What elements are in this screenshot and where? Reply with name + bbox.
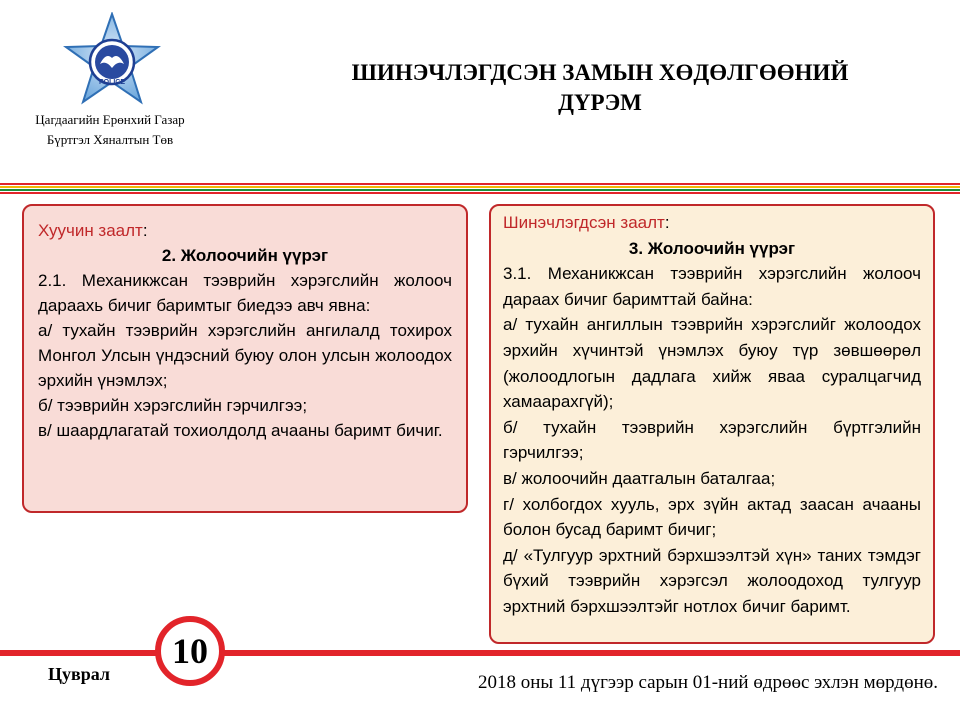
- series-number: 10: [172, 631, 208, 671]
- org-line-2: Бүртгэл Хяналтын Төв: [46, 132, 174, 147]
- new-rule-paragraph: а/ тухайн ангиллын тээврийн хэрэгслийг жолоодох эрхийн хүчинтэй үнэмлэх буюу түр зөвшөөрөл (жолоодлогын дадлага хийж яваа суралцагчид хамаарахгүй);: [503, 315, 921, 412]
- title-line-1: ШИНЭЧЛЭГДСЭН ЗАМЫН ХӨДӨЛГӨӨНИЙ: [351, 60, 849, 85]
- series-label: Цуврал: [48, 664, 110, 684]
- old-rule-paragraph: а/ тухайн тээврийн хэрэгслийн ангилалд тохирох Монгол Улсын үндэсний буюу олон улсын жолоодох эрхийн үнэмлэх;: [38, 321, 452, 390]
- new-rule-paragraph: в/ жолоочийн даатгалын баталгаа;: [503, 468, 776, 488]
- new-rule-label: Шинэчлэгдсэн заалт: [503, 213, 665, 232]
- police-star-emblem-icon: [62, 12, 162, 108]
- new-rule-label-row: Шинэчлэгдсэн заалт:: [503, 213, 670, 232]
- org-line-1: Цагдаагийн Ерөнхий Газар: [35, 112, 185, 127]
- logo-text: POLICE: [98, 79, 126, 86]
- new-rule-paragraph: д/ «Тулгуур эрхтний бэрхшээлтэй хүн» таних тэмдэг бүхий тээврийн хэрэгсэл жолоодоход тулгуур эрхтний бэрхшээлтэйг нотлох бичиг баримт.: [503, 545, 921, 616]
- old-rule-paragraph: 2.1. Механикжсан тээврийн хэрэгслийн жолооч дараахь бичиг баримтыг биедээ авч явна:: [38, 271, 452, 315]
- footer-red-line: [0, 650, 960, 656]
- old-rule-label-row: Хуучин заалт:: [38, 221, 148, 240]
- stripe-yellow: [0, 186, 960, 188]
- old-rule-label: Хуучин заалт: [38, 221, 143, 240]
- organization-name: [0, 110, 220, 150]
- page-title: [240, 58, 960, 118]
- stripe-green: [0, 189, 960, 191]
- new-rule-heading: 3. Жолоочийн үүрэг: [628, 238, 796, 258]
- old-rule-heading: 2. Жолоочийн үүрэг: [161, 246, 329, 265]
- stripe-red-2: [0, 192, 960, 194]
- old-rule-paragraph: в/ шаардлагатай тохиолдолд ачааны баримт бичиг.: [38, 421, 443, 440]
- new-rule-paragraph: б/ тухайн тээврийн хэрэгслийн бүртгэлийн гэрчилгээ;: [503, 417, 921, 463]
- new-rule-paragraph: 3.1. Механикжсан тээврийн хэрэгслийн жолооч дараах бичиг баримттай байна:: [503, 264, 921, 309]
- title-line-2: ДҮРЭМ: [558, 90, 642, 115]
- new-rule-panel: [489, 204, 935, 644]
- new-rule-paragraph: г/ холбогдох хууль, эрх зүйн актад заасан ачааны болон бусад баримт бичиг;: [503, 494, 921, 540]
- old-rule-paragraph: б/ тээврийн хэрэгслийн гэрчилгээ;: [38, 396, 308, 415]
- stripe-red: [0, 183, 960, 185]
- old-rule-panel: [22, 204, 468, 513]
- series-number-badge: [155, 616, 225, 686]
- decorative-stripes: [0, 183, 960, 195]
- effective-date: 2018 оны 11 дүгээр сарын 01-ний өдрөөс эхлэн мөрдөнө.: [477, 672, 938, 693]
